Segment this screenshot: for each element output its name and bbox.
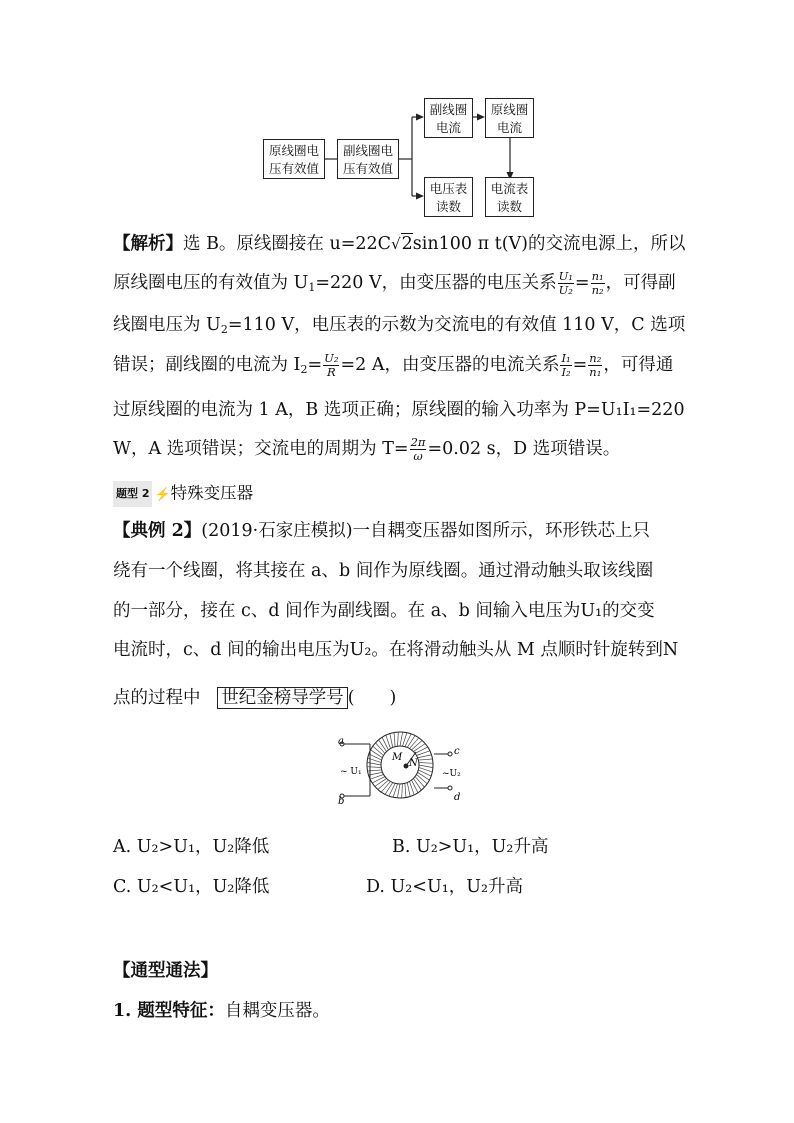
coil-winding [367, 767, 381, 768]
coil-winding [405, 783, 406, 797]
method-title: 【通型通法】 [113, 961, 218, 981]
coil-winding [385, 783, 393, 795]
label-c: c [454, 746, 460, 757]
analysis-line-4: 错误；副线圈的电流为 $I_2=$ $\frac{\text{U₂}}{R}$ =2 A，由变压器的电流关系 $\frac{\text{I₁}}{\text{I₂}}$ = $\frac{\text{n₂}}{\text{n₁}}$ ，可得通 [113, 351, 674, 379]
coil-winding [394, 733, 395, 747]
coil-winding [419, 763, 433, 764]
coil-winding [415, 777, 424, 788]
coil-winding [381, 781, 390, 792]
analysis-line-5: 过原线圈的电流为 1 A，B 选项正确；原线圈的输入功率为 P=U₁I₁=220 [113, 400, 685, 420]
fraction-2pi-omega: $\frac{2\pi}{\omega}$ [410, 435, 426, 463]
label-b: b [338, 796, 345, 807]
option-d[interactable]: D. U₂<U₁，U₂升高 [366, 877, 523, 897]
label-d: d [454, 792, 461, 803]
fraction-u1-u2: $\frac{\text{U₁}}{\text{U₂}}$ [558, 269, 573, 297]
coil-winding [376, 743, 385, 754]
example-line-1: 【典例 2】(2019·石家庄模拟)一自耦变压器如图所示，环形铁芯上只 [113, 521, 651, 541]
flow-box-secondary-voltage: 副线圈电 压有效值 [337, 139, 399, 179]
coil-winding [407, 783, 410, 797]
coil-winding [379, 740, 387, 752]
label-u2: ~U₂ [442, 769, 461, 779]
lightning-icon: ⚡ [154, 487, 171, 503]
fraction-n2-n1: $\frac{\text{n₂}}{\text{n₁}}$ [589, 351, 602, 379]
example-line-4: 电流时，c、d 间的输出电压为U₂。在将滑动触头从 M 点顺时针旋转到N [113, 640, 679, 660]
fraction-n1-n2: $\frac{\text{n₁}}{\text{n₂}}$ [591, 269, 604, 297]
example-line-2: 绕有一个线圈，将其接在 a、b 间作为原线圈。通过滑动触头取该线圈 [113, 561, 654, 581]
fraction-u2-r: $\frac{\text{U₂}}{R}$ [324, 351, 339, 379]
coil-winding [373, 746, 384, 755]
analysis-line-6: W，A 选项错误；交流电的周期为 T= $\frac{2\pi}{\omega}$ =0.02 s，D 选项错误。 [113, 435, 621, 463]
example-line-3: 的一部分，接在 c、d 间作为副线圈。在 a、b 间输入电压为U₁的交变 [113, 601, 655, 621]
analysis-line-2: 原线圈电压的有效值为 $U_1=220$ V，由变压器的电压关系 $\frac{\text{U₁}}{\text{U₂}}$ = $\frac{\text{n₁}}{\text{n₂}}$ ，可得副 [113, 269, 676, 297]
option-b[interactable]: B. U₂>U₁，U₂升高 [392, 837, 549, 857]
coil-winding [418, 755, 432, 758]
section-title: 特殊变压器 [170, 483, 254, 503]
label-n: N [409, 758, 418, 769]
option-c[interactable]: C. U₂<U₁，U₂降低 [113, 877, 270, 897]
autotransformer-figure [330, 730, 470, 810]
coil-winding [371, 750, 383, 758]
coil-winding [402, 784, 403, 798]
coil-winding [397, 784, 400, 798]
coil-winding [369, 772, 383, 775]
flowchart-connectors [0, 0, 794, 230]
label-u1: ~ U₁ [340, 767, 362, 777]
coil-winding [410, 738, 419, 749]
flow-box-primary-current: 原线圈 电流 [485, 98, 534, 138]
coil-winding [412, 741, 423, 750]
coil-winding [407, 736, 415, 748]
coil-winding [378, 780, 389, 789]
flow-box-primary-voltage: 原线圈电 压有效值 [263, 139, 325, 179]
analysis-line-1: 【解析】选 B。原线圈接在 u=22C√2sin100 π t(V)的交流电源上，所以 [113, 234, 686, 254]
coil-winding [416, 775, 427, 784]
label-a: a [338, 736, 344, 747]
fraction-i1-i2: $\frac{\text{I₁}}{\text{I₂}}$ [561, 351, 571, 379]
method-item-1: 1. 题型特征：自耦变压器。 [113, 1001, 330, 1021]
coil-winding [390, 734, 393, 748]
type-tag: 题型 2 [113, 481, 152, 507]
coil-winding [398, 732, 399, 746]
section-type-2 [113, 481, 253, 508]
coil-winding [418, 772, 430, 780]
coil-winding [419, 765, 433, 768]
option-a[interactable]: A. U₂>U₁，U₂降低 [113, 837, 270, 857]
coil-winding [375, 778, 387, 786]
coil-winding [413, 778, 421, 790]
flow-box-secondary-current: 副线圈 电流 [424, 98, 473, 138]
coil-winding [418, 759, 432, 760]
example-line-5: 点的过程中 世纪金榜导学号 ( ) [113, 688, 397, 708]
jinbang-code-box[interactable]: 世纪金榜导学号 [217, 687, 348, 709]
label-m: M [392, 752, 403, 763]
coil-winding [367, 762, 381, 765]
flow-box-voltmeter: 电压表 读数 [424, 177, 473, 217]
analysis-line-3: 线圈电压为 $U_2=110$ V，电压表的示数为交流电的有效值 110 V，C 选项 [113, 315, 686, 336]
coil-winding [400, 732, 403, 746]
flow-box-ammeter: 电流表 读数 [485, 177, 534, 217]
coil-winding [413, 744, 425, 752]
